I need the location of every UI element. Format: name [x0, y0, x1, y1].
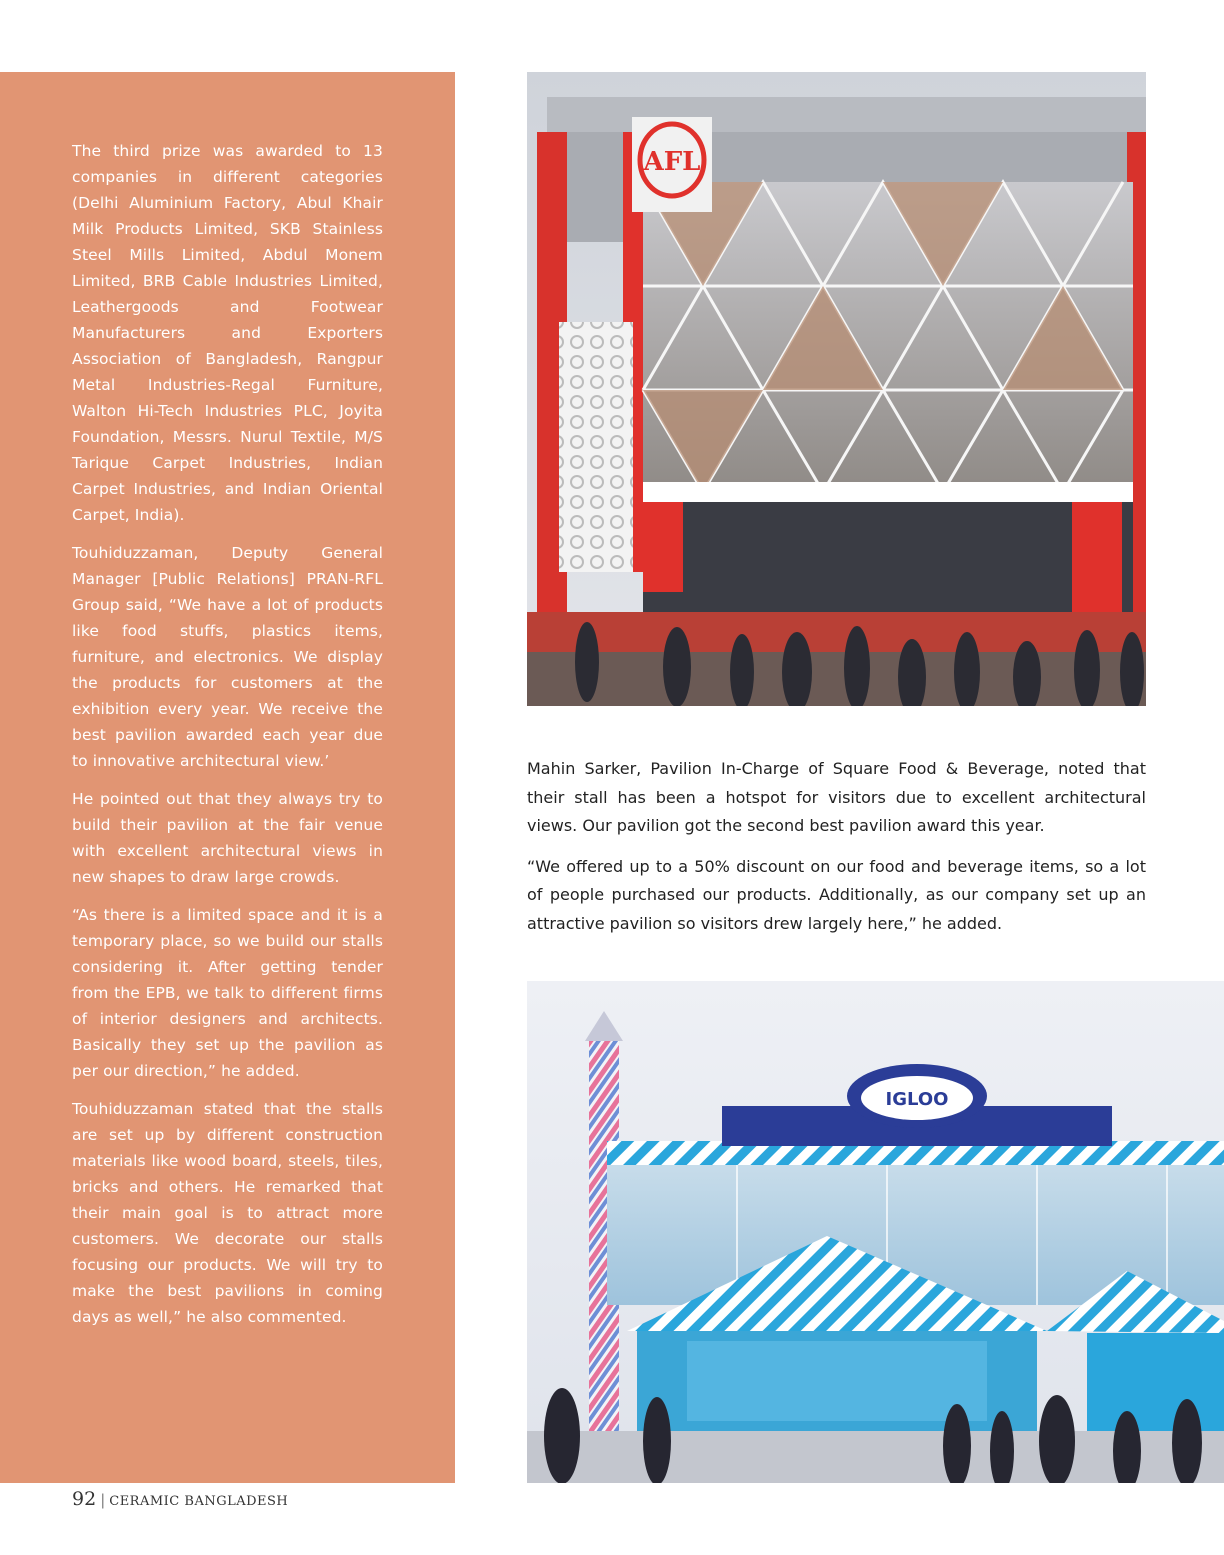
side-paragraph-2: Touhiduzzaman, Deputy General Manager [Public Relations] PRAN-RFL Group said, “We have a lot of products like food stuffs, plastics items, furniture, and electronics. We display the products for customers at the exhibition every year. We receive the best pavilion awarded each year due to innovative architectural view.’	[72, 544, 383, 770]
igloo-sign-text: IGLOO	[885, 1089, 949, 1110]
main-column-text	[527, 755, 1146, 950]
page-footer	[72, 1488, 288, 1510]
main-paragraph-1: Mahin Sarker, Pavilion In-Charge of Square Food & Beverage, noted that their stall has been a hotspot for visitors due to excellent architectural views. Our pavilion got the second best pavilion award this year.	[527, 759, 1146, 835]
main-paragraph-2: “We offered up to a 50% discount on our food and beverage items, so a lot of people purchased our products. Additionally, as our company set up an attractive pavilion so visitors drew largely here,” he added.	[527, 856, 1146, 933]
side-paragraph-5: Touhiduzzaman stated that the stalls are set up by different construction materials like wood board, steels, tiles, bricks and others. He remarked that their main goal is to attract more customers. We decorate our stalls focusing our products. We will try to make the best pavilions in coming days as well,” he also commented.	[72, 1100, 383, 1326]
side-paragraph-1: The third prize was awarded to 13 companies in different categories (Delhi Aluminium Factory, Abul Khair Milk Products Limited, SKB Stainless Steel Mills Limited, Abdul Monem Limited, BRB Cable Industries Limited, Leathergoods and Footwear Manufacturers and Exporters Association of Bangladesh, Rangpur Metal Industries-Regal Furniture, Walton Hi-Tech Industries PLC, Joyita Foundation, Messrs. Nurul Textile, M/S Tarique Carpet Industries, Indian Carpet Industries, and Indian Oriental Carpet, India).	[72, 142, 383, 524]
afl-pavilion-photo	[527, 72, 1146, 706]
page-number: 92	[72, 1488, 97, 1510]
afl-sign-text: AFL	[643, 147, 701, 177]
igloo-pavilion-photo	[527, 981, 1224, 1483]
side-column-text	[72, 138, 383, 1342]
side-paragraph-4: “As there is a limited space and it is a temporary place, so we build our stalls considering it. After getting tender from the EPB, we talk to different firms of interior designers and architects. Basically they set up the pavilion as per our direction,” he added.	[72, 906, 383, 1080]
side-paragraph-3: He pointed out that they always try to build their pavilion at the fair venue with excellent architectural views in new shapes to draw large crowds.	[72, 790, 383, 886]
footer-separator: |	[100, 1491, 106, 1509]
publication-name: CERAMIC BANGLADESH	[109, 1494, 289, 1509]
